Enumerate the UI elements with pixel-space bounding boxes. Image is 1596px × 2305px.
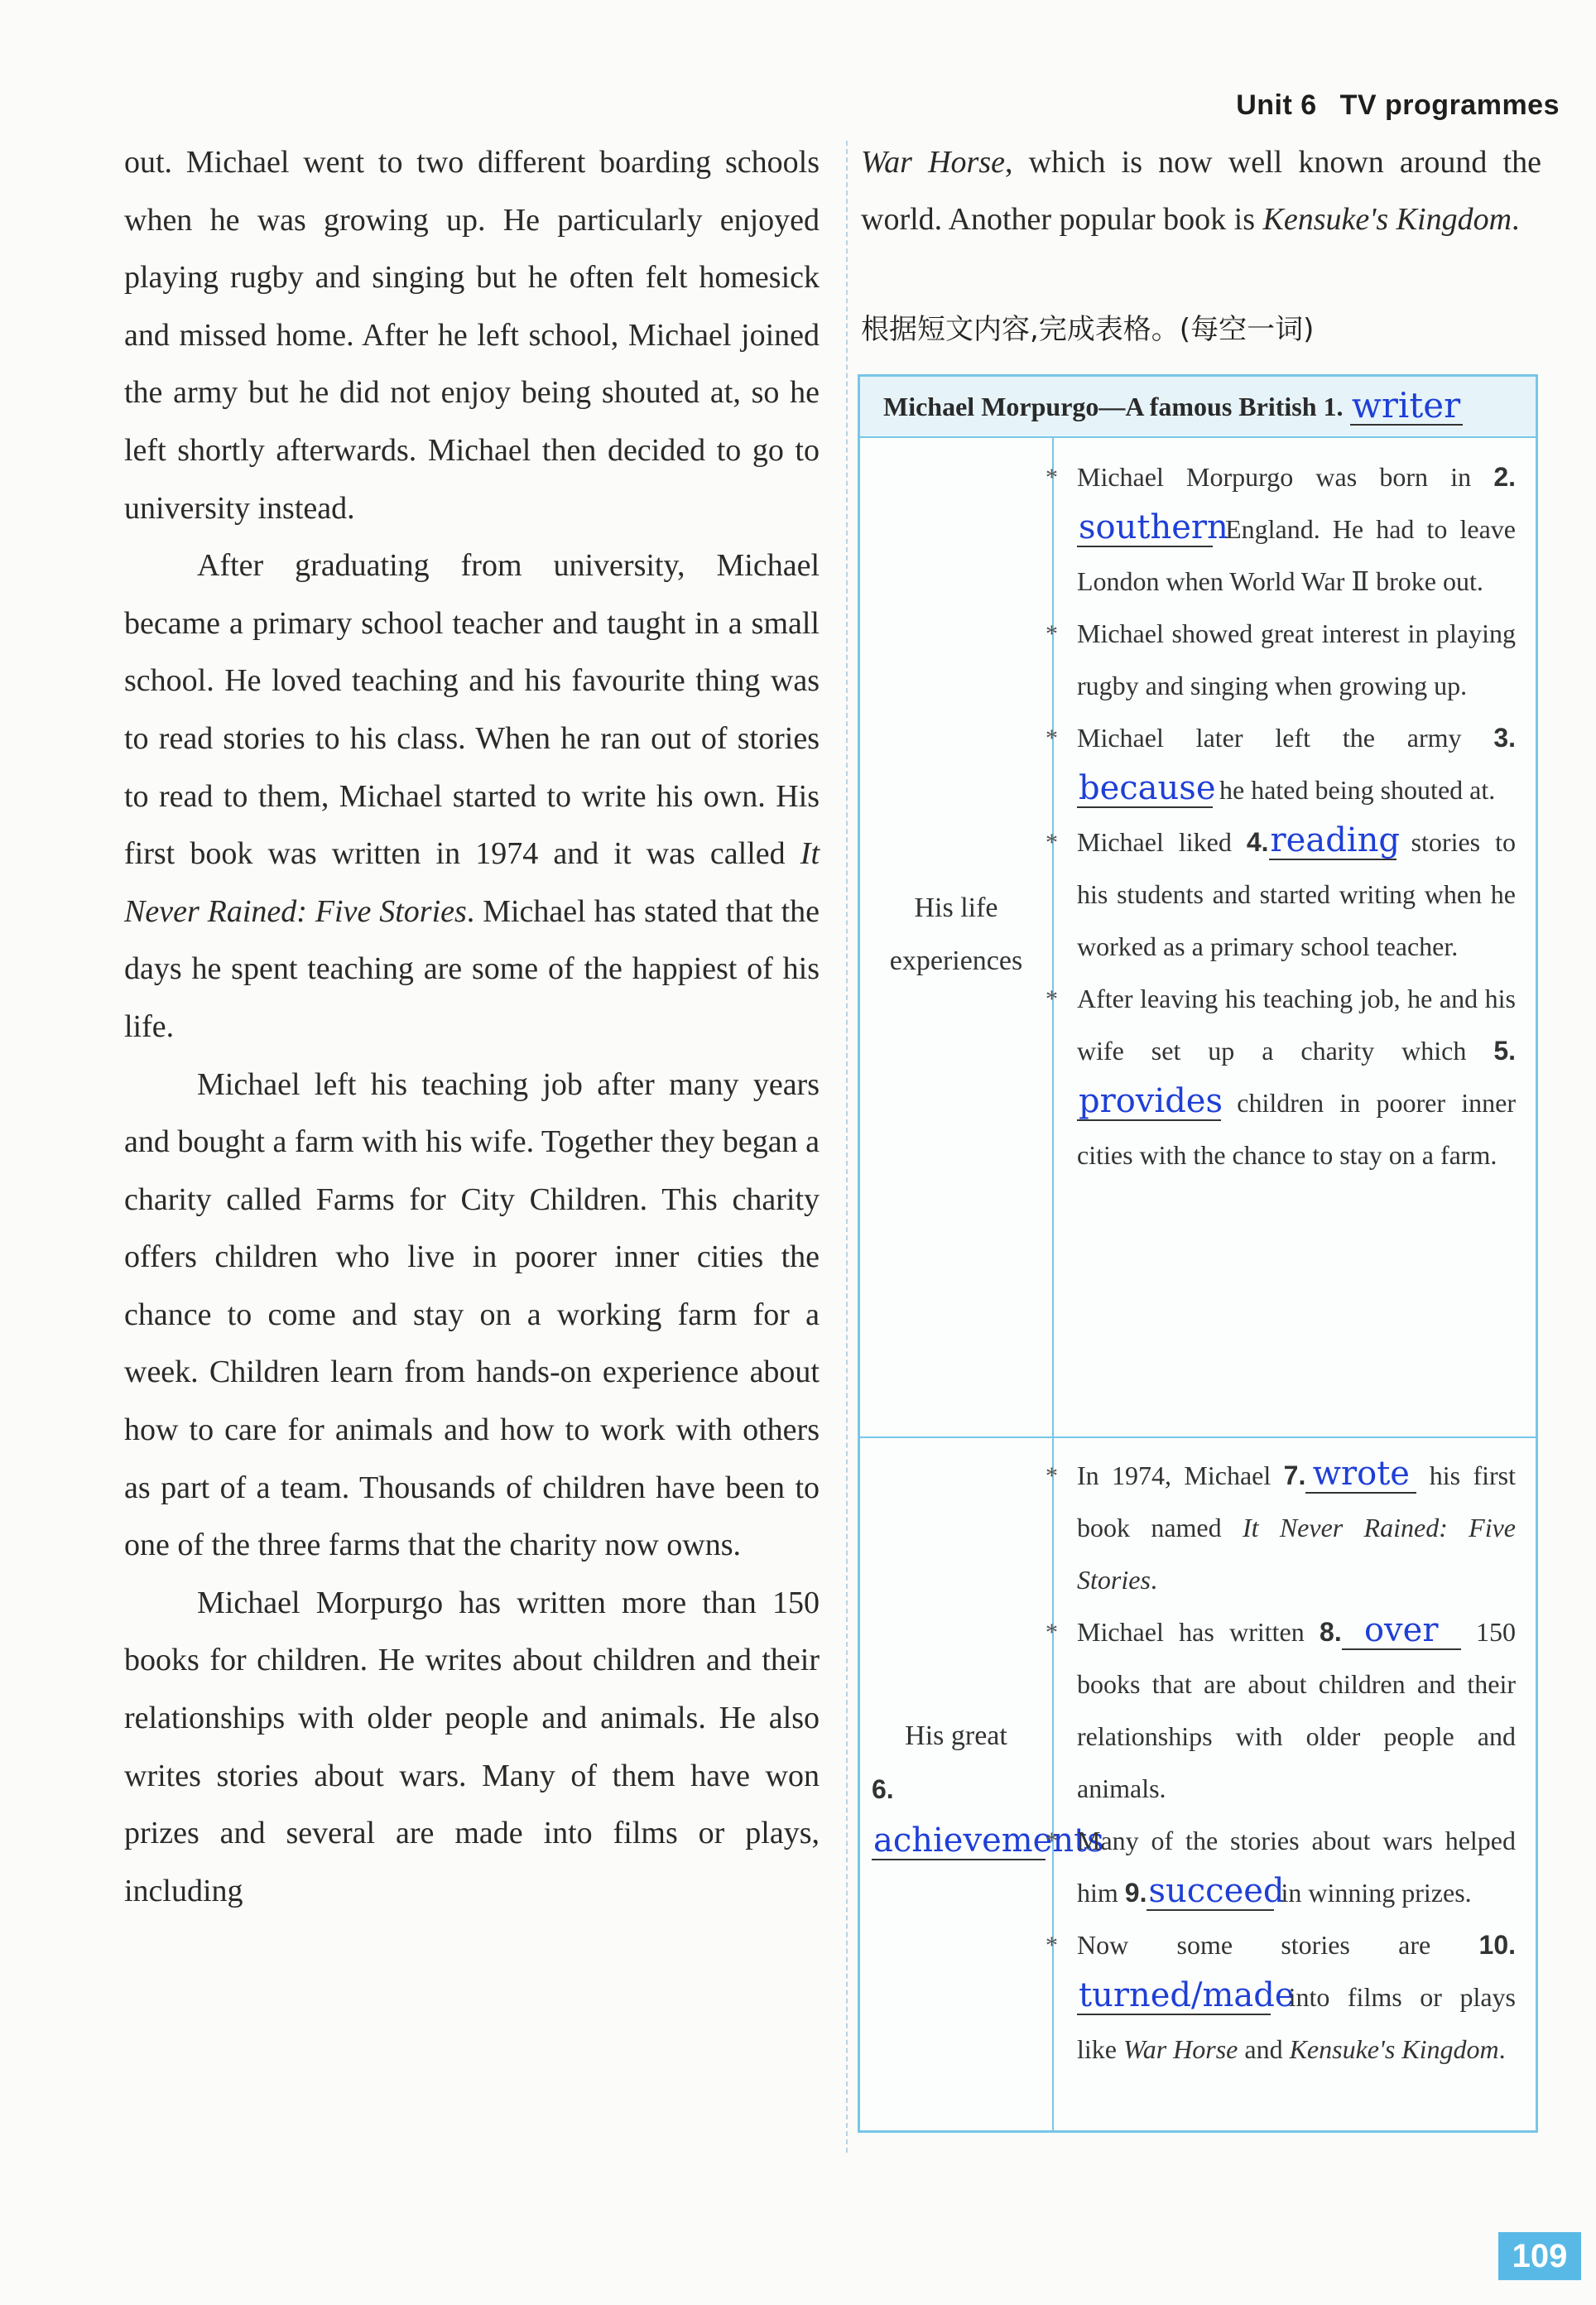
answer-7[interactable]: wrote [1305,1456,1416,1494]
list-item: * After leaving his teaching job, he and his wife set up a charity which 5.provides children in poorer inner cities with the chance to stay on a farm. [1077,973,1516,1181]
answer-8[interactable]: over [1342,1612,1461,1650]
achievements-cell [1077,1450,1516,2076]
answer-3[interactable]: because [1079,769,1216,807]
list-item: * Many of the stories about wars helped him 9.succeed in winning prizes. [1077,1815,1516,1919]
answer-6[interactable]: achievements [873,1821,1104,1860]
page-number: 109 [1498,2232,1581,2280]
reading-passage-right [861,134,1541,248]
unit-title: TV programmes [1339,89,1560,121]
list-item: * Michael showed great interest in playing rugby and singing when growing up. [1077,608,1516,712]
list-item: * In 1974, Michael 7. wrote his first book named It Never Rained: Five Stories. [1077,1450,1516,1606]
page-header [1236,89,1560,122]
list-item: * Michael later left the army 3.because he hated being shouted at. [1077,712,1516,816]
answer-5[interactable]: provides [1079,1082,1223,1120]
answer-1[interactable]: writer [1350,387,1463,426]
list-item: * Michael liked 4.reading stories to his students and started writing when he worked as a primary school teacher. [1077,816,1516,973]
row-line [860,1436,1536,1438]
paragraph: Michael left his teaching job after many years and bought a farm with his wife. Together they began a charity called Farms for City Children. This charity offers children who live in poorer inner cities the chance to come and stay on a working farm for a week. Children learn from hands-on experience about how to care for animals and how to work with others as part of a team. Thousands of children have been to one of the three farms that the charity now owns. [124,1066,820,1563]
list-item: * Michael Morpurgo was born in 2.southern England. He had to leave London when World War Ⅱ broke out. [1077,451,1516,608]
column-divider [846,141,848,2153]
summary-table [858,374,1538,2133]
life-experiences-cell [1077,451,1516,1181]
list-item: * Michael has written 8. over 150 books that are about children and their relationships with older people and animals. [1077,1606,1516,1815]
category-achievements: His great 6.achievements [872,1720,1104,1860]
answer-10[interactable]: turned/made [1079,1976,1295,2014]
instruction: 根据短文内容,完成表格。(每空一词) [861,313,1315,346]
paragraph: After graduating from university, Michael became a primary school teacher and taught in a small school. He loved teaching and his favourite thing was to read stories to his class. When he ran out of stories to read to them, Michael started to write his own. His first book was written in 1974 and it was called It Never Rained: Five Stories. Michael has stated that the days he spent teaching are some of the happiest of his life. [124,548,820,1044]
table-heading: Michael Morpurgo—A famous British 1. writer [860,377,1536,438]
answer-9[interactable]: succeed [1148,1872,1285,1910]
book-title: Kensuke's Kingdom [1262,202,1512,237]
list-item: * Now some stories are 10.turned/made into films or plays like War Horse and Kensuke's Kingdom. [1077,1919,1516,2076]
reading-passage-left [124,134,820,1920]
book-title: War Horse [861,145,1005,180]
book-title: It Never Rained: Five Stories [124,836,820,929]
paragraph: out. Michael went to two different boarding schools when he was growing up. He particularly enjoyed playing rugby and singing but he often felt homesick and missed home. After he left school, Michael joined the army but he did not enjoy being shouted at, so he left shortly afterwards. Michael then decided to go to university instead. [124,145,820,526]
answer-4[interactable]: reading [1270,821,1400,859]
paragraph: War Horse, which is now well known around the world. Another popular book is Kensuke's Kingdom. [861,145,1542,237]
answer-2[interactable]: southern [1079,508,1228,546]
column-line [1052,438,1054,2130]
paragraph: Michael Morpurgo has written more than 150 books for children. He writes about children and their relationships with older people and animals. He also writes stories about wars. Many of them have won prizes and several are made into films or plays, including [124,1585,820,1908]
category-life-experiences: His life experiences [889,893,1023,976]
unit-label: Unit 6 [1236,89,1317,121]
